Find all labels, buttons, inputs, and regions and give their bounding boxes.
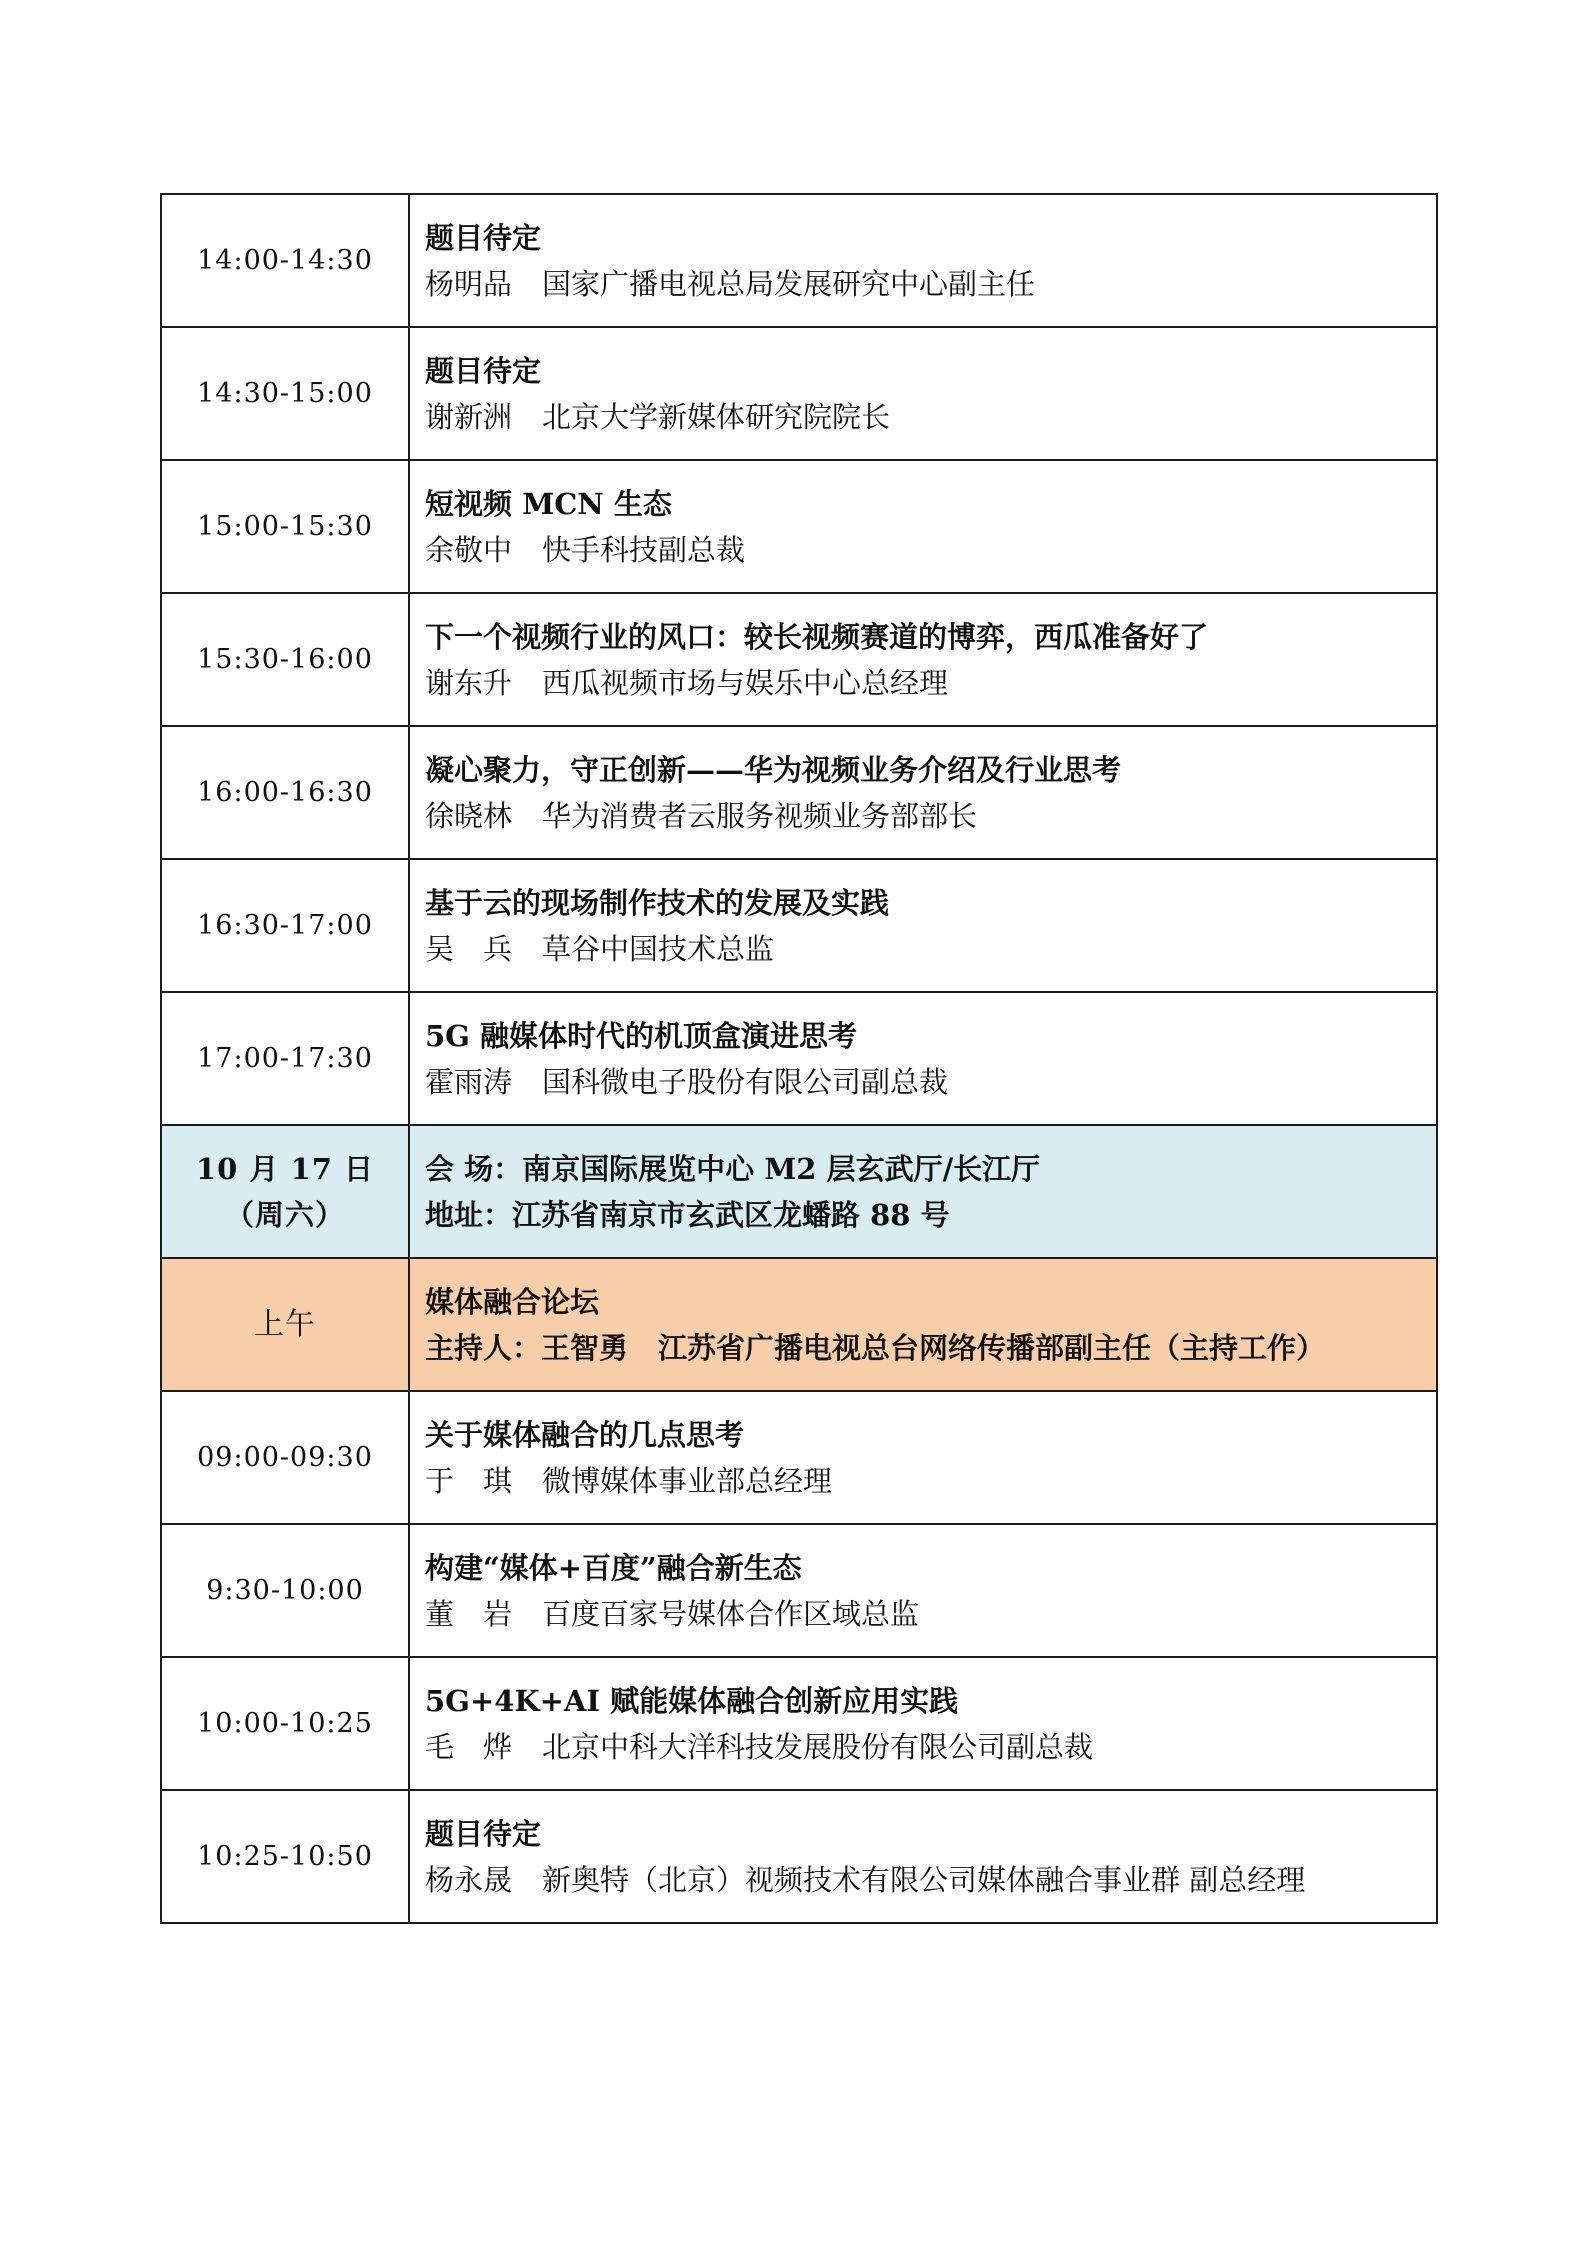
venue-cell <box>409 1125 1437 1258</box>
talk-cell <box>409 859 1437 992</box>
session-header-row <box>161 1258 1437 1391</box>
speaker-name: 杨永晟 <box>425 1862 513 1897</box>
agenda-row <box>161 992 1437 1125</box>
agenda-row <box>161 1790 1437 1923</box>
talk-speaker-line <box>425 527 1428 573</box>
venue-line: 会 场：南京国际展览中心 M2 层玄武厅/长江厅 <box>425 1151 1041 1186</box>
time-slot: 15:30-16:00 <box>161 593 409 726</box>
time-slot: 17:00-17:30 <box>161 992 409 1125</box>
agenda-row <box>161 194 1437 327</box>
time-slot: 16:30-17:00 <box>161 859 409 992</box>
talk-speaker-line <box>425 793 1428 839</box>
speaker-name: 谢东升 <box>425 665 513 700</box>
talk-title: 关于媒体融合的几点思考 <box>425 1417 745 1452</box>
talk-cell <box>409 327 1437 460</box>
session-info-cell <box>409 1258 1437 1391</box>
speaker-role: 百度百家号媒体合作区域总监 <box>542 1596 920 1631</box>
speaker-name: 杨明品 <box>425 266 513 301</box>
talk-title: 题目待定 <box>425 1816 542 1851</box>
time-slot: 14:00-14:30 <box>161 194 409 327</box>
agenda-row <box>161 460 1437 593</box>
talk-speaker-line <box>425 1059 1428 1105</box>
talk-speaker-line <box>425 926 1428 972</box>
talk-title: 下一个视频行业的风口：较长视频赛道的博弈，西瓜准备好了 <box>425 619 1209 654</box>
talk-speaker-line <box>425 1591 1428 1637</box>
agenda-row <box>161 726 1437 859</box>
host-label: 主持人： <box>425 1330 542 1365</box>
speaker-role: 北京大学新媒体研究院院长 <box>542 399 891 434</box>
talk-title: 5G 融媒体时代的机顶盒演进思考 <box>425 1018 858 1053</box>
speaker-name: 董 岩 <box>425 1596 513 1631</box>
talk-title: 基于云的现场制作技术的发展及实践 <box>425 885 890 920</box>
day-date-cell <box>161 1125 409 1258</box>
talk-cell <box>409 726 1437 859</box>
agenda-table <box>160 193 1438 1924</box>
speaker-name: 毛 烨 <box>425 1729 513 1764</box>
speaker-role: 微博媒体事业部总经理 <box>542 1463 833 1498</box>
agenda-row <box>161 1524 1437 1657</box>
speaker-name: 吴 兵 <box>425 931 513 966</box>
speaker-name: 霍雨涛 <box>425 1064 513 1099</box>
speaker-role: 新奥特（北京）视频技术有限公司媒体融合事业群 副总经理 <box>542 1862 1306 1897</box>
session-name: 媒体融合论坛 <box>425 1284 600 1319</box>
time-slot: 10:00-10:25 <box>161 1657 409 1790</box>
time-slot: 10:25-10:50 <box>161 1790 409 1923</box>
day-weekday: （周六） <box>224 1197 345 1232</box>
talk-speaker-line <box>425 660 1428 706</box>
host-role: 江苏省广播电视总台网络传播部副主任（主持工作） <box>658 1330 1326 1365</box>
speaker-role: 北京中科大洋科技发展股份有限公司副总裁 <box>542 1729 1094 1764</box>
agenda-row <box>161 1657 1437 1790</box>
time-slot: 9:30-10:00 <box>161 1524 409 1657</box>
time-slot: 15:00-15:30 <box>161 460 409 593</box>
day-header-row <box>161 1125 1437 1258</box>
time-slot: 16:00-16:30 <box>161 726 409 859</box>
speaker-role: 国家广播电视总局发展研究中心副主任 <box>542 266 1036 301</box>
speaker-role: 华为消费者云服务视频业务部部长 <box>542 798 978 833</box>
talk-title: 5G+4K+AI 赋能媒体融合创新应用实践 <box>425 1683 959 1718</box>
talk-title: 短视频 MCN 生态 <box>425 486 672 521</box>
speaker-name: 于 琪 <box>425 1463 513 1498</box>
talk-cell <box>409 1657 1437 1790</box>
host-name: 王智勇 <box>541 1330 629 1365</box>
address-line: 地址：江苏省南京市玄武区龙蟠路 88 号 <box>425 1197 950 1232</box>
talk-title: 题目待定 <box>425 353 542 388</box>
agenda-row <box>161 593 1437 726</box>
time-slot: 14:30-15:00 <box>161 327 409 460</box>
talk-speaker-line <box>425 261 1428 307</box>
agenda-row <box>161 859 1437 992</box>
session-host-line <box>425 1325 1428 1371</box>
speaker-name: 谢新洲 <box>425 399 513 434</box>
talk-title: 凝心聚力，守正创新——华为视频业务介绍及行业思考 <box>425 752 1122 787</box>
talk-cell <box>409 1790 1437 1923</box>
agenda-row <box>161 327 1437 460</box>
speaker-name: 余敬中 <box>425 532 513 567</box>
talk-speaker-line <box>425 1857 1428 1903</box>
talk-speaker-line <box>425 1458 1428 1504</box>
talk-cell <box>409 593 1437 726</box>
speaker-role: 草谷中国技术总监 <box>542 931 775 966</box>
agenda-row <box>161 1391 1437 1524</box>
talk-cell <box>409 460 1437 593</box>
session-period: 上午 <box>161 1258 409 1391</box>
talk-speaker-line <box>425 1724 1428 1770</box>
talk-cell <box>409 992 1437 1125</box>
talk-speaker-line <box>425 394 1428 440</box>
speaker-role: 西瓜视频市场与娱乐中心总经理 <box>542 665 949 700</box>
day-date: 10 月 17 日 <box>195 1151 374 1186</box>
talk-cell <box>409 1524 1437 1657</box>
speaker-role: 快手科技副总裁 <box>542 532 746 567</box>
talk-cell <box>409 194 1437 327</box>
speaker-role: 国科微电子股份有限公司副总裁 <box>542 1064 949 1099</box>
speaker-name: 徐晓林 <box>425 798 513 833</box>
talk-cell <box>409 1391 1437 1524</box>
talk-title: 构建“媒体+百度”融合新生态 <box>425 1550 802 1585</box>
time-slot: 09:00-09:30 <box>161 1391 409 1524</box>
talk-title: 题目待定 <box>425 220 542 255</box>
